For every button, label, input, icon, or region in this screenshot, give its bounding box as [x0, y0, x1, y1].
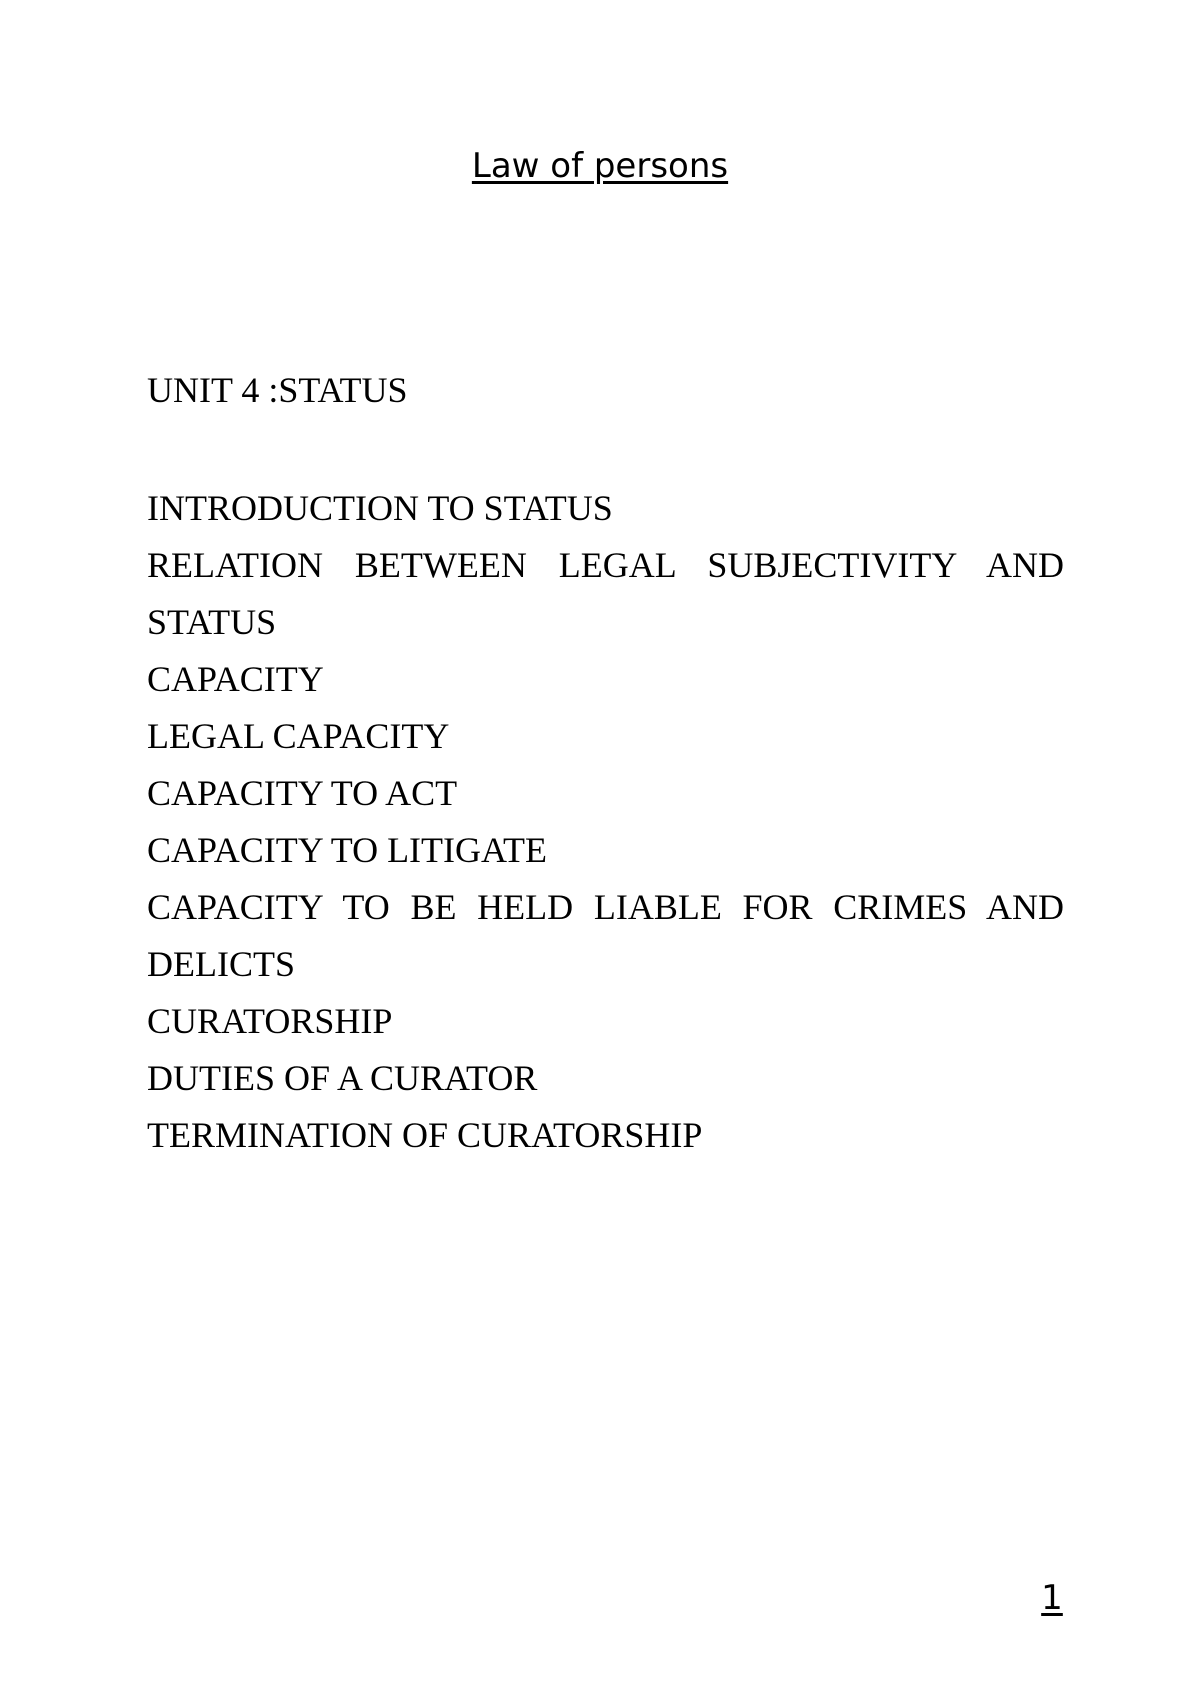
page-title-text: Law of persons — [471, 146, 729, 186]
unit-heading: UNIT 4 :STATUS — [147, 370, 408, 410]
topic-item: CAPACITY TO BE HELD LIABLE FOR CRIMES AND DELICTS — [147, 887, 1064, 984]
topic-item: INTRODUCTION TO STATUS — [147, 488, 613, 528]
topic-list — [147, 480, 1064, 1164]
page-number: 1 — [1041, 1578, 1063, 1618]
topic-item: CAPACITY TO ACT — [147, 773, 458, 813]
page-title — [0, 144, 1200, 188]
topic-item: CAPACITY — [147, 659, 324, 699]
topic-item: RELATION BETWEEN LEGAL SUBJECTIVITY AND STATUS — [147, 545, 1064, 642]
topic-item: LEGAL CAPACITY — [147, 716, 450, 756]
topic-item: TERMINATION OF CURATORSHIP — [147, 1115, 703, 1155]
topic-item: CAPACITY TO LITIGATE — [147, 830, 548, 870]
topic-item: DUTIES OF A CURATOR — [147, 1058, 538, 1098]
topic-item: CURATORSHIP — [147, 1001, 393, 1041]
